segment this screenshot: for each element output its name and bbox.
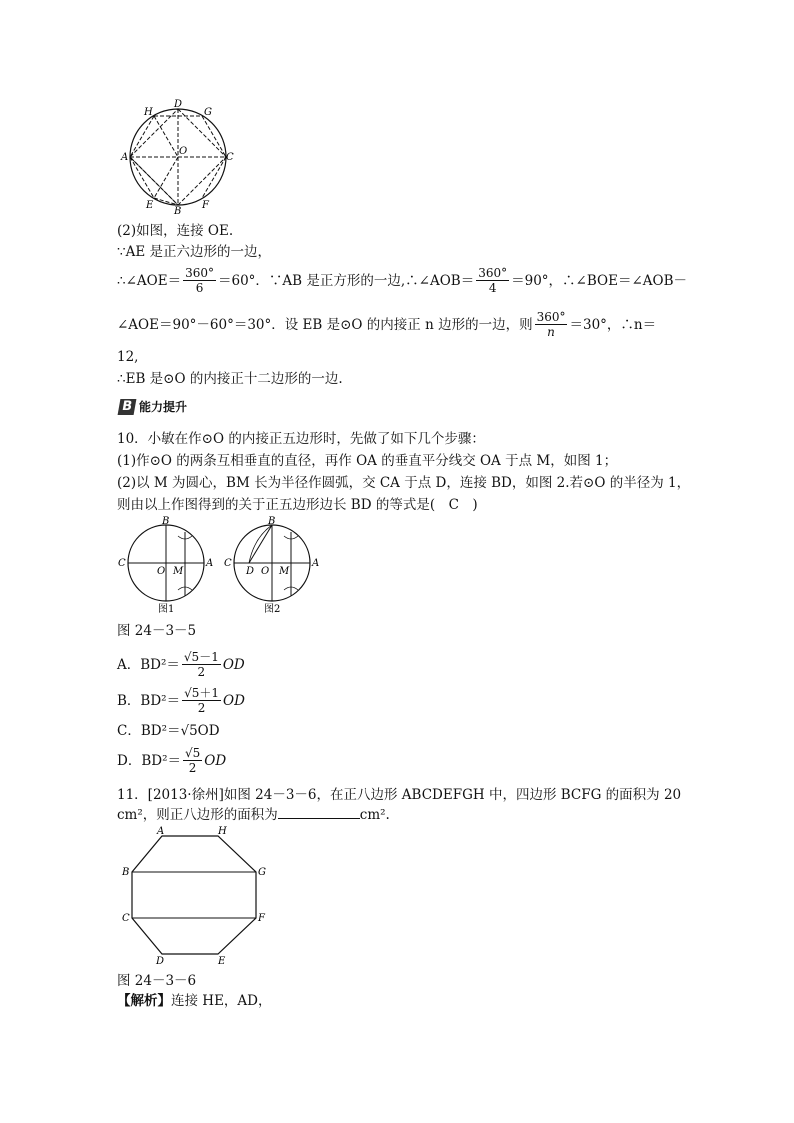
p2-line3-c: ＝90°，∴∠BOE＝∠AOB－	[511, 272, 688, 289]
svg-text:A: A	[157, 826, 165, 837]
q10-fig-caption: 图 24－3－5	[117, 623, 197, 639]
fraction-360-6	[183, 266, 216, 295]
svg-text:E: E	[218, 956, 226, 964]
svg-text:A: A	[312, 558, 320, 569]
svg-text:O: O	[157, 566, 166, 577]
fig2-label: 图2	[264, 604, 281, 615]
option-d-post: OD	[204, 752, 227, 769]
option-b-fraction	[182, 686, 221, 715]
frac-num: 360°	[185, 266, 214, 280]
q10-option-b	[117, 686, 245, 715]
p2-line6: ∴EB 是⊙O 的内接正十二边形的一边.	[117, 371, 343, 387]
svg-text:D: D	[246, 566, 255, 577]
q10-option-a	[117, 650, 245, 679]
frac-num: √5－1	[183, 650, 219, 664]
svg-text:O: O	[179, 146, 188, 157]
section-badge	[119, 398, 187, 415]
p2-line2: ∵AE 是正六边形的一边，	[117, 244, 271, 260]
frac-num: √5	[184, 746, 201, 760]
q10-option-d	[117, 746, 226, 775]
q11-line2-a: cm²，则正八边形的面积为	[117, 807, 278, 823]
fig1-label: 图1	[158, 604, 175, 615]
frac-den: 6	[195, 281, 204, 295]
svg-text:F: F	[202, 200, 209, 211]
badge-text: 能力提升	[139, 400, 188, 414]
analysis-label: 【解析】	[117, 993, 171, 1009]
option-a-post: OD	[222, 656, 245, 673]
answer-blank	[278, 806, 360, 819]
p2-line4-b: ＝30°，∴n＝	[569, 316, 657, 333]
svg-text:G: G	[258, 867, 266, 878]
svg-text:D: D	[156, 956, 165, 964]
svg-text:O: O	[261, 566, 270, 577]
svg-text:M: M	[173, 566, 184, 577]
fraction-360-4	[476, 266, 509, 295]
p2-line1: (2)如图，连接 OE.	[117, 223, 234, 239]
q11-line2	[117, 806, 390, 824]
svg-text:F: F	[258, 913, 265, 924]
figure-1-diagram	[116, 516, 226, 616]
q10-option-c: C．BD²＝√5OD	[117, 723, 220, 739]
option-b-post: OD	[223, 692, 245, 709]
frac-den: 4	[488, 281, 497, 295]
svg-text:G: G	[204, 107, 212, 118]
p2-line3	[117, 266, 687, 295]
svg-text:A: A	[206, 558, 214, 569]
badge-letter: B	[118, 399, 137, 415]
frac-den: 2	[188, 761, 197, 775]
svg-text:C: C	[224, 558, 232, 569]
frac-num: 360°	[536, 310, 566, 324]
frac-num: 360°	[478, 266, 508, 280]
frac-num: √5＋1	[184, 686, 219, 700]
option-d-pre: D．BD²＝	[117, 752, 181, 769]
p2-line4-a: ∠AOE＝90°－60°＝30°．设 EB 是⊙O 的内接正 n 边形的一边，则	[117, 316, 533, 333]
frac-den: n	[547, 325, 555, 339]
option-b-pre: B．BD²＝	[117, 692, 181, 709]
q11-analysis	[117, 992, 272, 1010]
q10-line4: 则由以上作图得到的关于正五边形边长 BD 的等式是( C )	[117, 497, 478, 513]
p2-line3-b: ＝60°．∵AB 是正方形的一边,∴∠AOB＝	[217, 272, 475, 289]
p2-line3-a: ∴∠AOE＝	[117, 272, 182, 289]
q11-fig-caption: 图 24－3－6	[117, 973, 197, 989]
q10-line1: 10．小敏在作⊙O 的内接正五边形时，先做了如下几个步骤：	[117, 431, 485, 447]
svg-text:C: C	[118, 558, 126, 569]
svg-text:B: B	[268, 516, 276, 527]
svg-text:H: H	[218, 826, 227, 837]
svg-text:B: B	[162, 516, 170, 527]
svg-text:M: M	[279, 566, 290, 577]
svg-text:H: H	[144, 107, 153, 118]
octagon-figure	[118, 824, 268, 964]
p2-line4	[117, 310, 656, 339]
q11-line1: 11．[2013·徐州]如图 24－3－6，在正八边形 ABCDEFGH 中，四边形 BCFG 的面积为 20	[117, 787, 682, 803]
fraction-360-n	[535, 310, 568, 339]
analysis-text: 连接 HE，AD，	[171, 993, 272, 1009]
svg-text:A: A	[121, 152, 129, 163]
option-a-fraction	[182, 650, 221, 679]
option-a-pre: A．BD²＝	[117, 656, 180, 673]
svg-text:C: C	[226, 152, 234, 163]
q10-line3: (2)以 M 为圆心，BM 长为半径作圆弧，交 CA 于点 D，连接 BD，如图 2.若⊙O 的半径为 1，	[117, 475, 691, 491]
circle-inscribed-figure	[118, 98, 246, 218]
option-d-fraction	[183, 746, 202, 775]
svg-text:D: D	[174, 99, 183, 110]
figure-2-diagram	[222, 516, 332, 616]
q10-line2: (1)作⊙O 的两条互相垂直的直径，再作 OA 的垂直平分线交 OA 于点 M，如图 1；	[117, 453, 618, 469]
p2-line5: 12,	[117, 349, 139, 365]
q11-line2-b: cm².	[359, 807, 390, 823]
svg-text:C: C	[122, 913, 130, 924]
svg-text:E: E	[146, 200, 154, 211]
svg-text:B: B	[122, 867, 130, 878]
svg-text:B: B	[174, 206, 182, 217]
frac-den: 2	[197, 701, 206, 715]
frac-den: 2	[197, 665, 206, 679]
